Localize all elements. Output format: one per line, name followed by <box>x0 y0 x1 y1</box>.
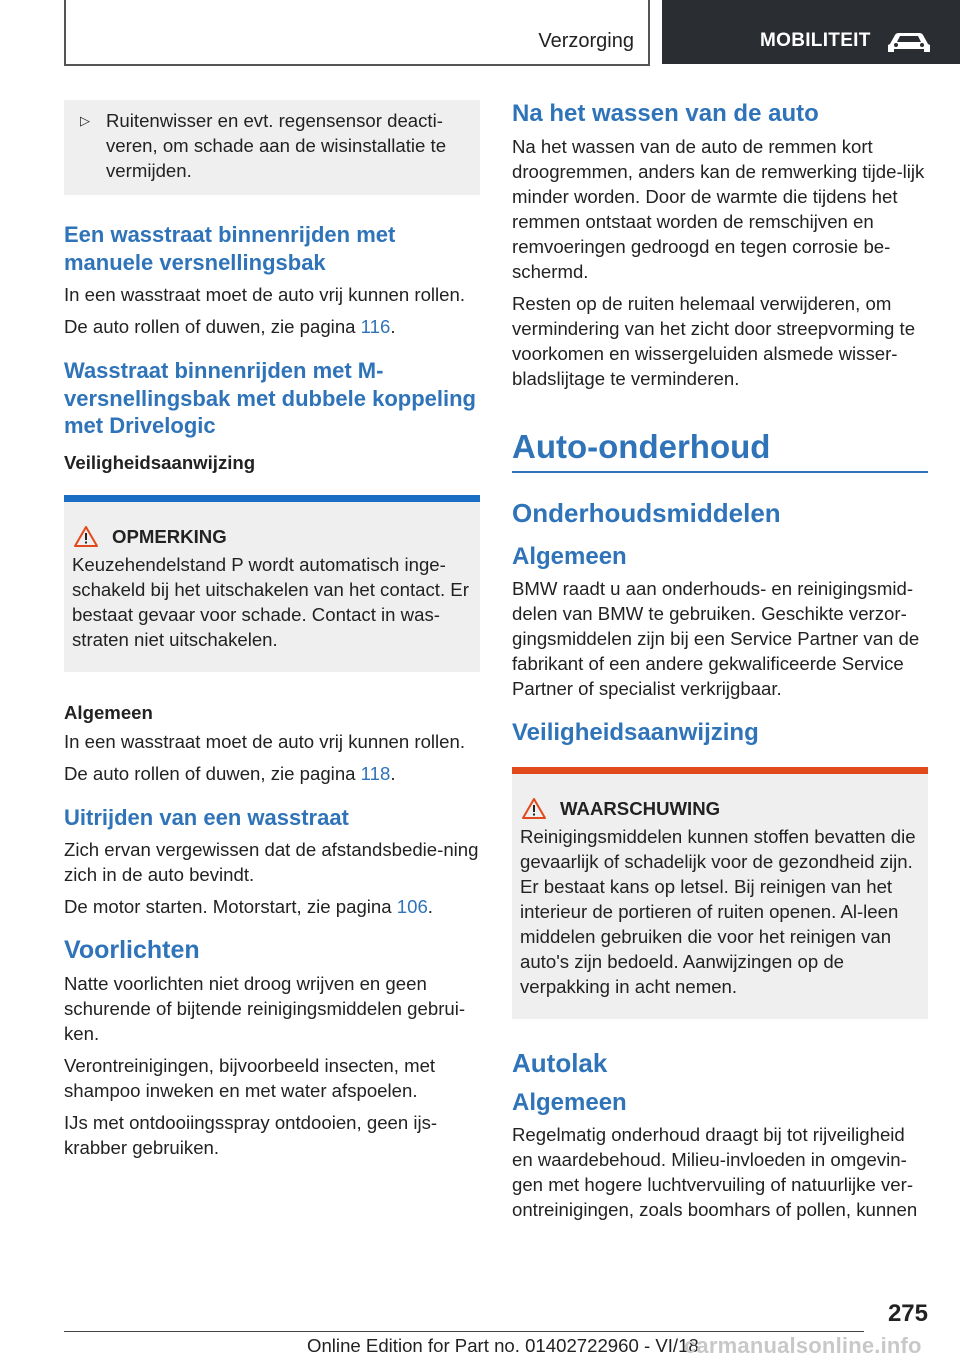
paragraph: In een wasstraat moet de auto vrij kunnen rollen. <box>64 730 466 752</box>
subsection-title-general: Algemeen <box>512 1088 627 1116</box>
warning-title: WAARSCHUWING <box>560 797 721 819</box>
notice-text: Keuzehendelstand P wordt automatisch inge-schakeld bij het uitschakelen van het contact. Er bestaat gevaar voor schade. Contact in was-straten niet uitschakelen. <box>72 553 469 650</box>
text: . <box>390 316 396 337</box>
paragraph: Zich ervan vergewissen dat de afstandsbedie-ning zich in de auto bevindt. <box>64 839 479 885</box>
paragraph: Na het wassen van de auto de remmen kort droogremmen, anders kan de remwerking tijde-lijk minder worden. Door de warmte die tijdens het remmen ontstaat worden de remschijven en remvoeringen gedroogd en tegen corrosie be-schermd. <box>512 135 925 282</box>
text: . <box>427 896 433 917</box>
section-tab-label: Verzorging <box>538 30 634 52</box>
section-title-lights: Voorlichten <box>64 936 200 964</box>
notice-box <box>64 495 480 672</box>
paragraph: IJs met ontdooiingsspray ontdooien, geen ijs-krabber gebruiken. <box>64 1112 438 1158</box>
footer-divider <box>64 1331 864 1332</box>
paragraph-with-link <box>64 894 480 919</box>
text: . <box>390 762 396 784</box>
left-column <box>64 100 480 1167</box>
page-number: 275 <box>887 1300 928 1327</box>
paragraph-with-link <box>64 314 480 339</box>
paragraph: BMW raadt u aan onderhouds- en reinigingsmid-delen van BMW te gebruiken. Geschikte verzor-gingsmiddelen zijn bij een Service Partner van de fabrikant of een andere gekwalificeerde Service Partner of specialist verkrijgbaar. <box>512 578 920 699</box>
right-column <box>512 100 928 1229</box>
paragraph: Natte voorlichten niet droog wrijven en geen schurende of bijtende reinigingsmiddelen gebrui-ken. <box>64 973 466 1044</box>
paragraph: In een wasstraat moet de auto vrij kunnen rollen. <box>64 284 466 305</box>
notice-title-row <box>72 526 470 548</box>
edition-text: Online Edition for Part no. 01402722960 - VI/18 <box>307 1335 699 1356</box>
bullet-box <box>64 100 480 195</box>
text: De auto rollen of duwen, zie pagina <box>64 316 361 337</box>
paragraph: Regelmatig onderhoud draagt bij tot rijveiligheid en waardebehoud. Milieu-invloeden in omgevin-gen met hogere luchtvervuiling of natuurlijke ver-ontreinigingen, zoals boomhars of pollen, kunnen <box>512 1124 918 1220</box>
paragraph: Resten op de ruiten helemaal verwijderen, om vermindering van het zicht door streepvorming te voorkomen en wissergeluiden alsmede wisser-bladslijtage te verminderen. <box>512 292 916 389</box>
general-label: Algemeen <box>64 701 153 723</box>
paragraph: Verontreinigingen, bijvoorbeeld insecten, met shampoo inweken en met water afspoelen. <box>64 1055 436 1101</box>
warning-box <box>512 767 928 1019</box>
triangle-bullet-icon: ▷ <box>80 113 90 128</box>
car-icon <box>884 30 934 56</box>
warning-triangle-icon <box>522 798 546 819</box>
header-section-tab <box>64 0 650 66</box>
notice-title: OPMERKING <box>112 525 227 547</box>
section-title-products: Onderhoudsmiddelen <box>512 497 781 528</box>
chapter-label: MOBILITEIT <box>760 30 871 51</box>
text: De motor starten. Motorstart, zie pagina <box>64 896 397 917</box>
bullet-text: Ruitenwisser en evt. regensensor deacti-veren, om schade aan de wisinstallatie te vermijden. <box>106 110 447 181</box>
page-link-118[interactable]: 118 <box>360 762 391 784</box>
watermark: carmanualsonline.info <box>684 1333 922 1358</box>
page-link-116[interactable]: 116 <box>360 316 391 337</box>
warning-title-row <box>520 798 918 820</box>
subsection-title-general: Algemeen <box>512 542 627 570</box>
warning-triangle-icon <box>74 526 98 547</box>
section-title-paint: Autolak <box>512 1047 608 1078</box>
section-title-exit: Uitrijden van een wasstraat <box>64 804 349 830</box>
paragraph-with-link <box>64 761 480 786</box>
section-title-after-wash: Na het wassen van de auto <box>512 100 819 127</box>
subsection-title-safety: Veiligheidsaanwijzing <box>512 719 759 746</box>
section-title-manual: Een wasstraat binnenrijden met manuele versnellingsbak <box>64 222 396 275</box>
text: De auto rollen of duwen, zie pagina <box>64 762 361 784</box>
safety-label: Veiligheidsaanwijzing <box>64 451 256 473</box>
list-item <box>74 108 470 183</box>
section-title-mdkg: Wasstraat binnenrijden met M-versnellingsbak met dubbele koppeling met Drivelogic <box>64 358 476 438</box>
main-title: Auto-onderhoud <box>512 427 928 473</box>
page-link-106[interactable]: 106 <box>396 896 428 917</box>
header-chapter-tab <box>662 0 960 64</box>
warning-text: Reinigingsmiddelen kunnen stoffen bevatten die gevaarlijk of schadelijk voor de gezondheid zijn. Er bestaat kans op letsel. Bij reinigen van het interieur de portieren of ruiten openen. Al-leen middelen gebruiken die voor het reinigen van auto's zijn bedoeld. Aanwijzingen op de verpakking in acht nemen. <box>520 825 916 997</box>
